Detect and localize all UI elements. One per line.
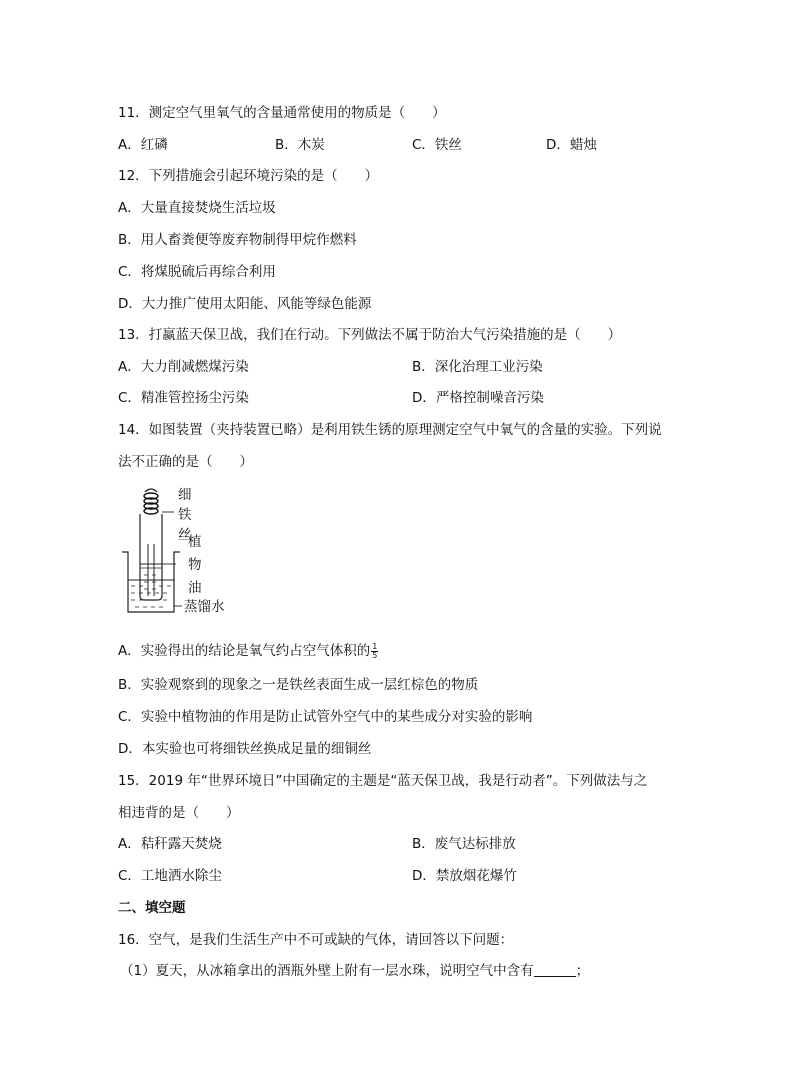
q14-stem-line1: 14．如图装置（夹持装置已略）是利用铁生锈的原理测定空气中氧气的含量的实验。下列说 xyxy=(118,422,662,438)
fraction-numerator: 1 xyxy=(372,641,378,651)
q13-option-a: A．大力削减燃煤污染 xyxy=(118,359,249,375)
label-water: 蒸馏水 xyxy=(184,599,225,615)
fraction-one-fifth xyxy=(371,643,378,660)
q13-option-c: C．精准管控扬尘污染 xyxy=(118,390,249,406)
label-iron-1: 细 xyxy=(178,487,192,503)
q14-option-c: C．实验中植物油的作用是防止试管外空气中的某些成分对实验的影响 xyxy=(118,709,533,725)
q14-stem-line2: 法不正确的是（ ） xyxy=(118,454,253,470)
q14-option-d: D．本实验也可将细铁丝换成足量的细铜丝 xyxy=(118,741,372,757)
section-title-fill-in: 二、填空题 xyxy=(118,900,186,916)
iron-rust-apparatus-diagram xyxy=(118,484,258,620)
q15-stem-line2: 相违背的是（ ） xyxy=(118,805,240,821)
label-oil-2: 物 xyxy=(188,557,202,573)
label-oil-3: 油 xyxy=(188,580,202,596)
q11-option-d: D．蜡烛 xyxy=(546,137,597,153)
q14-option-a xyxy=(118,642,378,660)
q11-option-c: C．铁丝 xyxy=(412,137,462,153)
test-tube-top xyxy=(145,489,157,492)
fraction-denominator: 5 xyxy=(372,650,378,660)
q15-option-d: D．禁放烟花爆竹 xyxy=(412,868,517,884)
q14-option-b: B．实验观察到的现象之一是铁丝表面生成一层红棕色的物质 xyxy=(118,677,479,693)
q15-stem-line1: 15．2019 年“世界环境日”中国确定的主题是“蓝天保卫战，我是行动者”。下列做法与之 xyxy=(118,773,648,789)
q15-option-b: B．废气达标排放 xyxy=(412,836,516,852)
label-iron-3: 丝 xyxy=(178,527,192,543)
q12-stem: 12．下列措施会引起环境污染的是（ ） xyxy=(118,168,379,184)
q11-option-b: B．木炭 xyxy=(275,137,325,153)
q16-sub1-text: （1）夏天，从冰箱拿出的酒瓶外壁上附有一层水珠，说明空气中含有 xyxy=(120,963,534,979)
beaker-outline xyxy=(122,552,180,612)
label-oil-1: 植 xyxy=(188,534,202,550)
q12-option-b: B．用人畜粪便等废弃物制得甲烷作燃料 xyxy=(118,232,357,248)
q11-option-a: A．红磷 xyxy=(118,137,168,153)
q14-option-a-text: A．实验得出的结论是氧气约占空气体积的 xyxy=(118,643,371,659)
q15-option-c: C．工地洒水除尘 xyxy=(118,868,222,884)
q16-stem: 16．空气，是我们生活生产中不可或缺的气体，请回答以下问题： xyxy=(118,932,514,948)
q12-option-a: A．大量直接焚烧生活垃圾 xyxy=(118,200,276,216)
q15-option-a: A．秸秆露天焚烧 xyxy=(118,836,222,852)
q12-option-d: D．大力推广使用太阳能、风能等绿色能源 xyxy=(118,296,372,312)
q11-stem: 11．测定空气里氧气的含量通常使用的物质是（ ） xyxy=(118,105,446,121)
answer-blank[interactable] xyxy=(534,962,576,977)
beaker-water-hatching xyxy=(131,586,171,607)
label-iron-2: 铁 xyxy=(178,507,192,523)
q12-option-c: C．将煤脱硫后再综合利用 xyxy=(118,264,276,280)
test-tube-outline xyxy=(140,514,162,600)
q16-sub1 xyxy=(120,962,589,980)
q13-stem: 13．打赢蓝天保卫战，我们在行动。下列做法不属于防治大气污染措施的是（ ） xyxy=(118,327,622,343)
q13-option-d: D．严格控制噪音污染 xyxy=(412,390,544,406)
iron-wire-coil xyxy=(144,493,158,514)
q16-sub1-end: ； xyxy=(575,963,590,979)
q13-option-b: B．深化治理工业污染 xyxy=(412,359,543,375)
